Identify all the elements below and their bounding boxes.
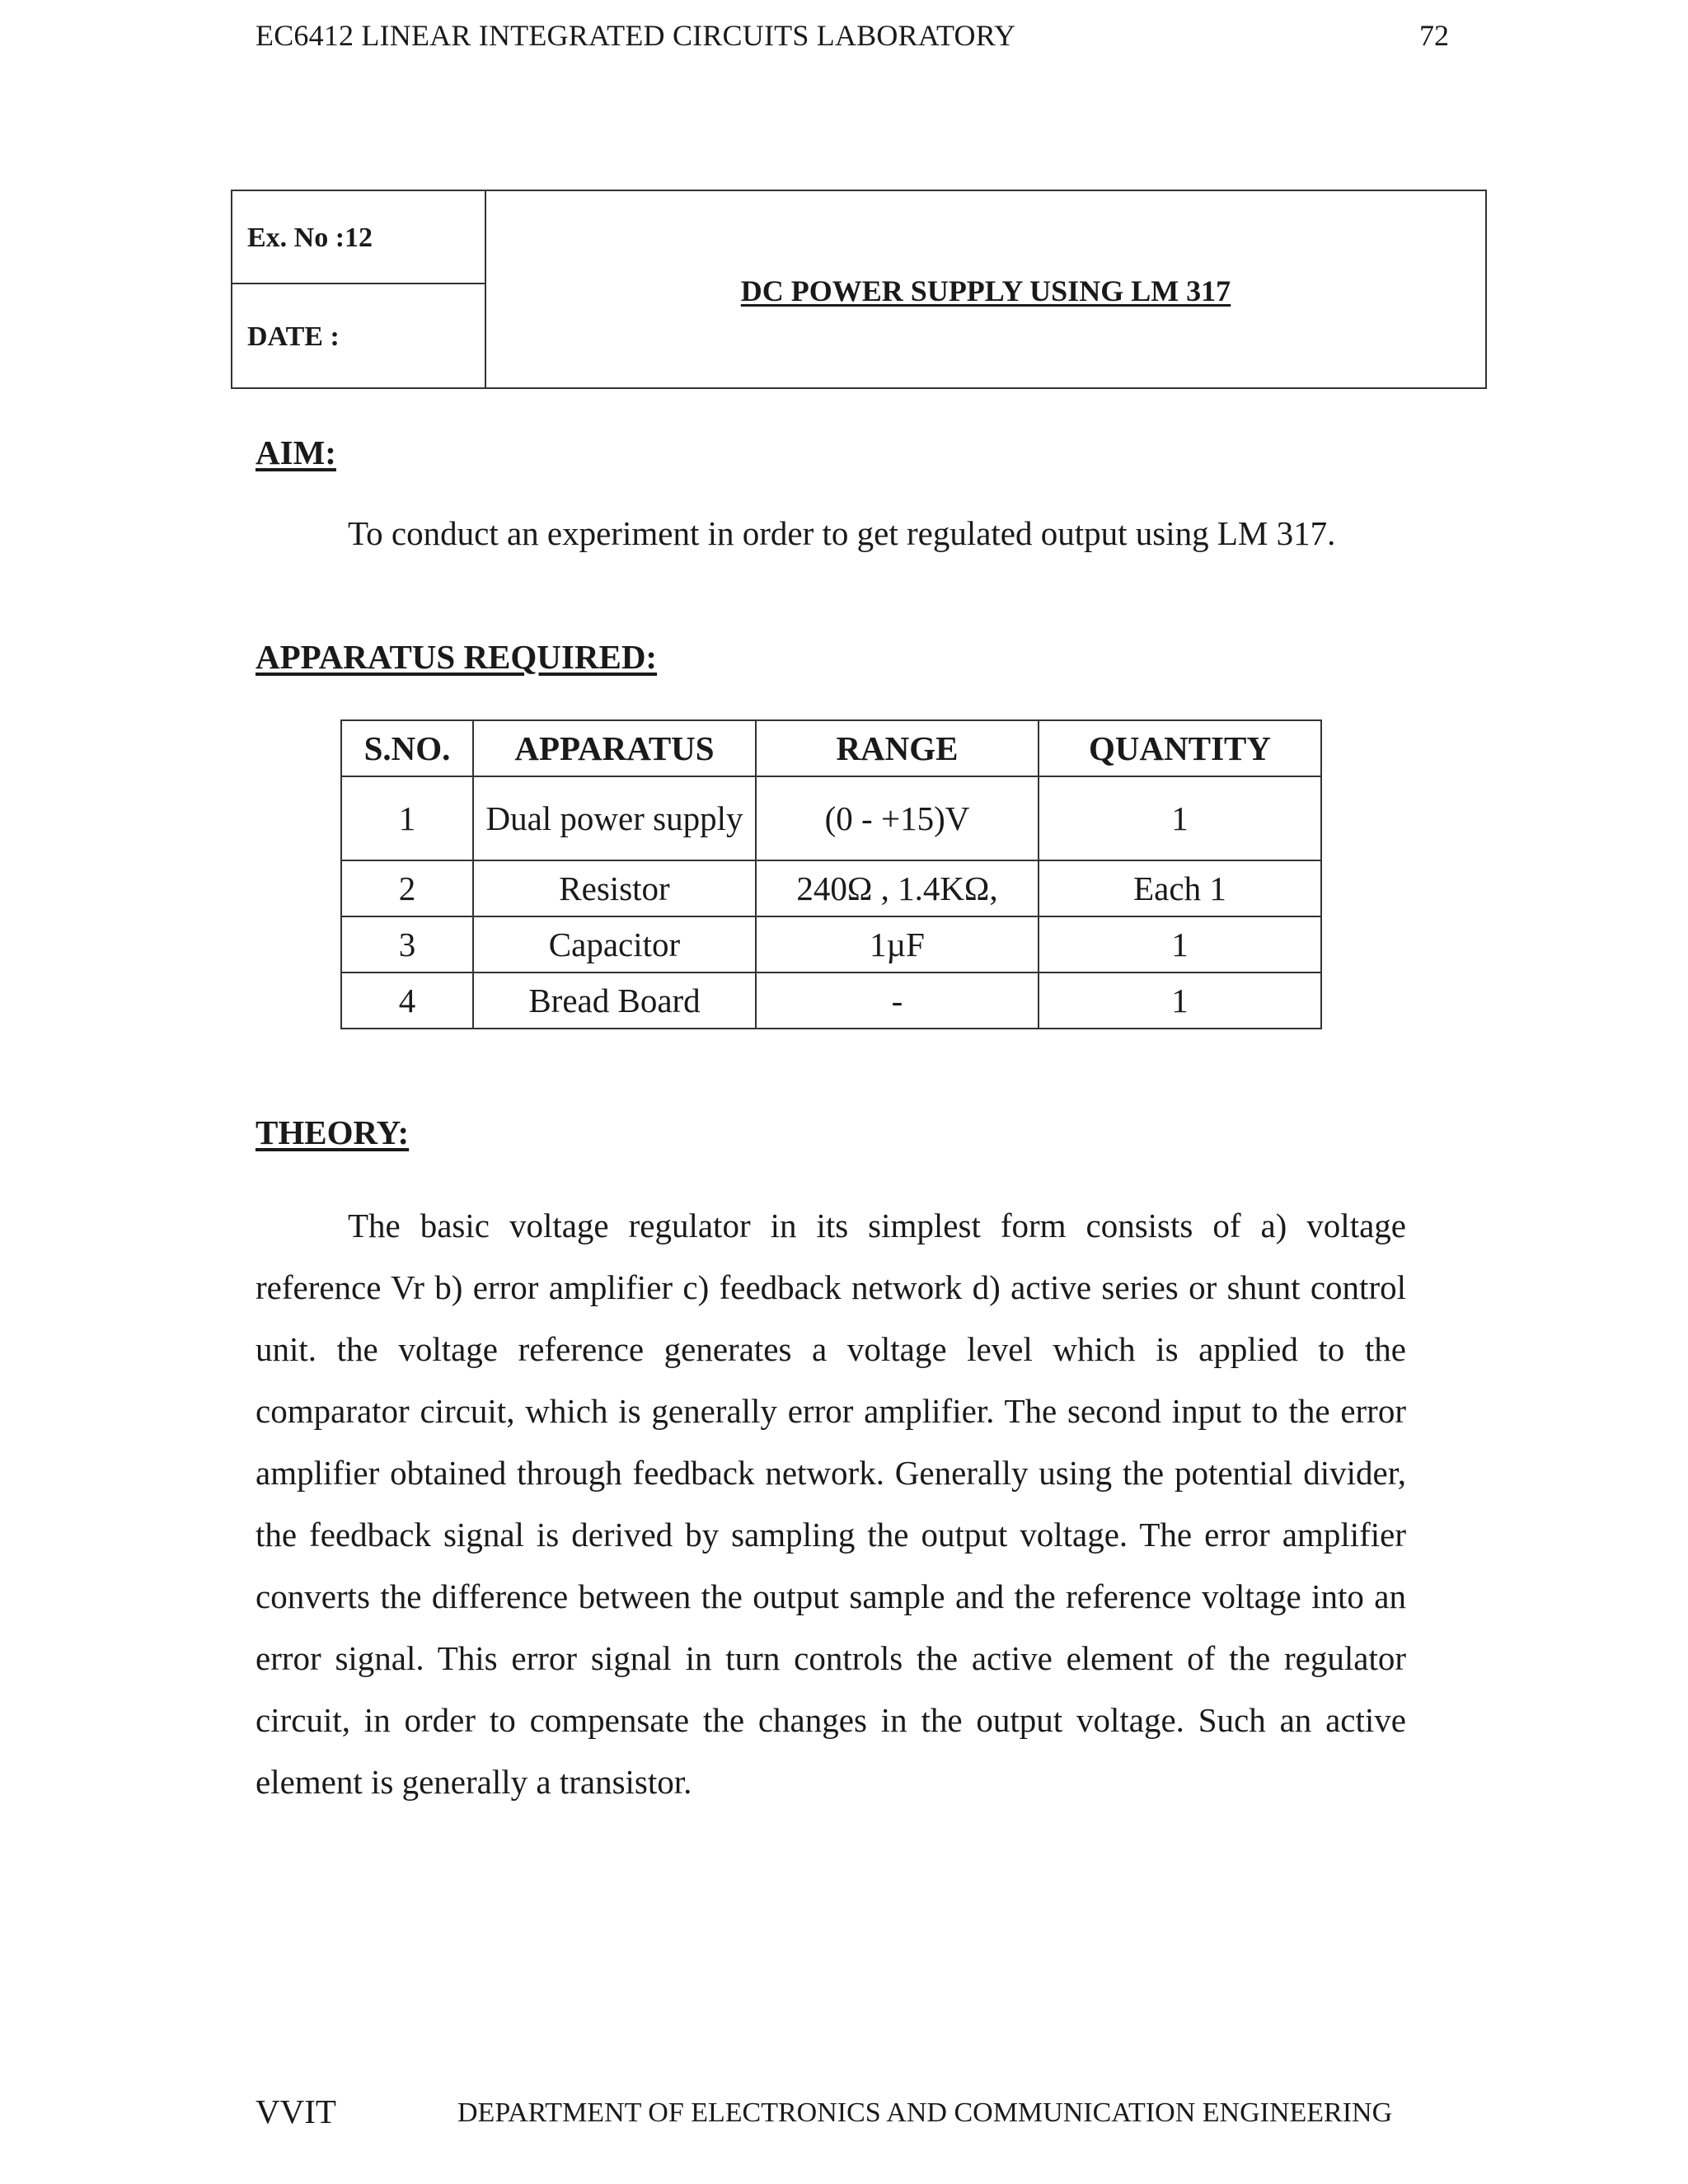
column-header-quantity: QUANTITY (1039, 720, 1321, 776)
apparatus-table (340, 719, 1322, 1029)
column-header-sno: S.NO. (341, 720, 473, 776)
cell-sno: 3 (341, 916, 473, 972)
cell-range: 1µF (756, 916, 1039, 972)
table-row (341, 972, 1321, 1029)
cell-range: - (756, 972, 1039, 1029)
cell-sno: 2 (341, 860, 473, 916)
cell-range: (0 - +15)V (756, 776, 1039, 860)
footer-department: DEPARTMENT OF ELECTRONICS AND COMMUNICATION ENGINEERING (457, 2097, 1393, 2128)
apparatus-heading: APPARATUS REQUIRED: (256, 638, 658, 676)
cell-quantity: 1 (1039, 972, 1321, 1029)
experiment-meta-column (232, 191, 486, 387)
experiment-title: DC POWER SUPPLY USING LM 317 (740, 274, 1231, 307)
cell-apparatus: Dual power supply (473, 776, 756, 860)
cell-apparatus: Bread Board (473, 972, 756, 1029)
ex-no-cell (232, 191, 485, 284)
cell-quantity: 1 (1039, 776, 1321, 860)
date-label: DATE : (247, 321, 340, 352)
theory-heading: THEORY: (256, 1113, 410, 1151)
experiment-box (231, 190, 1487, 389)
table-row (341, 916, 1321, 972)
table-header-row (341, 720, 1321, 776)
page-number: 72 (1419, 19, 1449, 52)
ex-no-label: Ex. No :12 (247, 223, 373, 253)
column-header-range: RANGE (756, 720, 1039, 776)
table-row (341, 860, 1321, 916)
cell-quantity: 1 (1039, 916, 1321, 972)
aim-text: To conduct an experiment in order to get regulated output using LM 317. (348, 514, 1336, 552)
cell-range: 240Ω , 1.4KΩ, (756, 860, 1039, 916)
running-header-title: EC6412 LINEAR INTEGRATED CIRCUITS LABORATORY (256, 19, 1016, 52)
cell-apparatus: Capacitor (473, 916, 756, 972)
theory-text: The basic voltage regulator in its simplest form consists of a) voltage reference Vr b) error amplifier c) feedback network d) active series or shunt control unit. the voltage reference generates a voltage level which is applied to the comparator circuit, which is generally error amplifier. The second input to the error amplifier obtained through feedback network. Generally using the potential divider, the feedback signal is derived by sampling the output voltage. The error amplifier converts the difference between the output sample and the reference voltage into an error signal. This error signal in turn controls the active element of the regulator circuit, in order to compensate the changes in the output voltage. Such an active element is generally a transistor. (256, 1207, 1406, 1801)
cell-quantity: Each 1 (1039, 860, 1321, 916)
table-row (341, 776, 1321, 860)
footer-institution: VVIT (256, 2093, 336, 2130)
aim-heading: AIM: (256, 434, 336, 471)
cell-sno: 4 (341, 972, 473, 1029)
cell-sno: 1 (341, 776, 473, 860)
column-header-apparatus: APPARATUS (473, 720, 756, 776)
cell-apparatus: Resistor (473, 860, 756, 916)
